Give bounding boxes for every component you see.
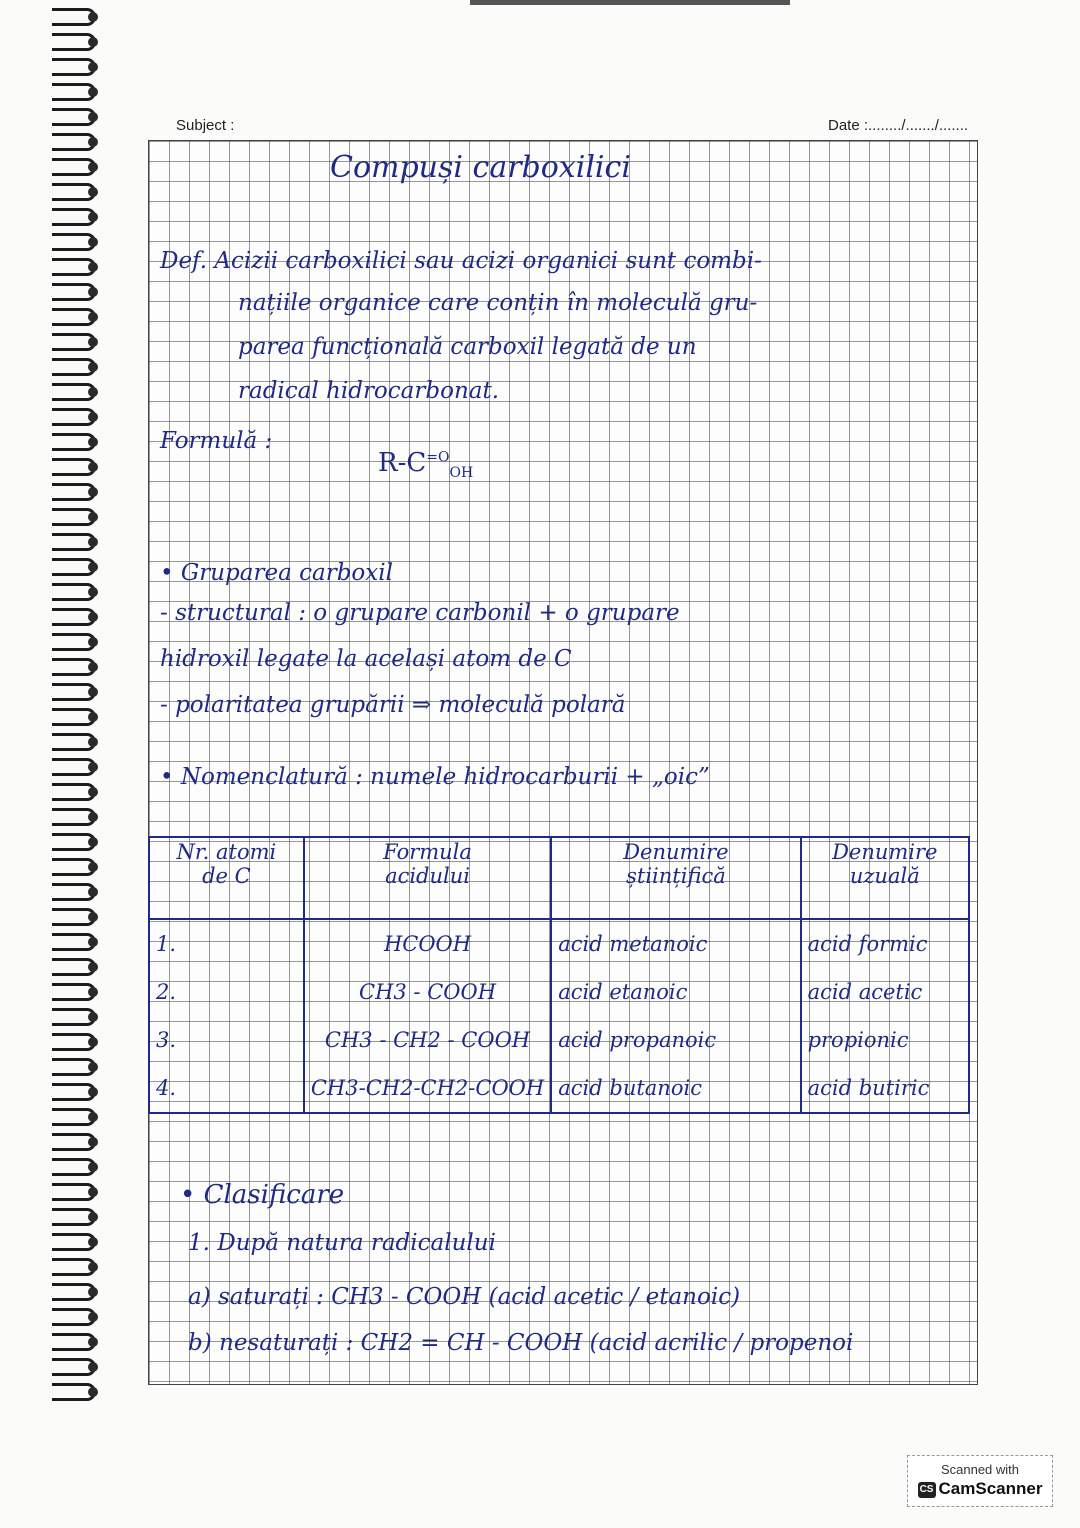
- spiral-hole: [88, 762, 98, 772]
- spiral-hole: [88, 1237, 98, 1247]
- formula-hydroxyl: OH: [449, 465, 474, 482]
- cell-scientific: acid butanoic: [551, 1064, 800, 1113]
- spiral-hole: [88, 62, 98, 72]
- spiral-hole: [88, 337, 98, 347]
- formula-label: Formulă :: [160, 428, 273, 454]
- cell-formula: CH3 - CH2 - COOH: [304, 1016, 551, 1064]
- cell-common: acid butiric: [801, 1064, 969, 1113]
- spiral-hole: [88, 862, 98, 872]
- cell-atoms: 2.: [149, 968, 304, 1016]
- spiral-hole: [88, 1087, 98, 1097]
- formula-oxygen: =O: [426, 449, 450, 466]
- spiral-hole: [88, 937, 98, 947]
- spiral-hole: [88, 1037, 98, 1047]
- table-row: [149, 1016, 969, 1064]
- spiral-hole: [88, 387, 98, 397]
- classification-saturated: a) saturați : CH3 - COOH (acid acetic / etanoic): [188, 1284, 741, 1310]
- watermark-caption: Scanned with: [940, 1462, 1020, 1477]
- subject-label: Subject :: [176, 117, 235, 134]
- cell-common: propionic: [801, 1016, 969, 1064]
- spiral-hole: [88, 787, 98, 797]
- spiral-hole: [88, 487, 98, 497]
- spiral-hole: [88, 1112, 98, 1122]
- spiral-hole: [88, 212, 98, 222]
- spiral-hole: [88, 737, 98, 747]
- cell-common: acid acetic: [801, 968, 969, 1016]
- spiral-hole: [88, 512, 98, 522]
- classification-criterion: 1. După natura radicalului: [188, 1230, 496, 1256]
- table-row: [149, 919, 969, 968]
- cell-atoms: 3.: [149, 1016, 304, 1064]
- cell-formula: CH3-CH2-CH2-COOH: [304, 1064, 551, 1113]
- table-row: [149, 968, 969, 1016]
- spiral-hole: [88, 162, 98, 172]
- classification-heading: • Clasificare: [180, 1180, 345, 1210]
- spiral-hole: [88, 87, 98, 97]
- cell-scientific: acid etanoic: [551, 968, 800, 1016]
- spiral-hole: [88, 462, 98, 472]
- spiral-hole: [88, 537, 98, 547]
- spiral-hole: [88, 1062, 98, 1072]
- spiral-hole: [88, 237, 98, 247]
- spiral-hole: [88, 637, 98, 647]
- spiral-hole: [88, 1162, 98, 1172]
- spiral-hole: [88, 1312, 98, 1322]
- watermark-brand-name: CamScanner: [938, 1479, 1043, 1498]
- carboxylic-formula: [378, 448, 473, 481]
- header-common: Denumire uzuală: [801, 837, 969, 919]
- note-title: Compuși carboxilici: [330, 150, 631, 185]
- spiral-hole: [88, 187, 98, 197]
- spiral-hole: [88, 887, 98, 897]
- spiral-hole: [88, 37, 98, 47]
- classification-unsaturated: b) nesaturați : CH2 = CH - COOH (acid acrilic / propenoi: [188, 1330, 854, 1356]
- spiral-hole: [88, 837, 98, 847]
- spiral-hole: [88, 412, 98, 422]
- spiral-hole: [88, 962, 98, 972]
- spiral-hole: [88, 987, 98, 997]
- spiral-hole: [88, 1387, 98, 1397]
- cell-atoms: 1.: [149, 919, 304, 968]
- formula-main: R-C: [378, 448, 427, 478]
- table-header-row: [149, 837, 969, 919]
- cell-scientific: acid propanoic: [551, 1016, 800, 1064]
- spiral-hole: [88, 662, 98, 672]
- spiral-hole: [88, 562, 98, 572]
- spiral-hole: [88, 1212, 98, 1222]
- spiral-hole: [88, 612, 98, 622]
- cell-formula: CH3 - COOH: [304, 968, 551, 1016]
- cell-atoms: 4.: [149, 1064, 304, 1113]
- group-heading: • Gruparea carboxil: [160, 560, 393, 586]
- spiral-hole: [88, 12, 98, 22]
- definition-line-2: națiile organice care conțin în moleculă gru-: [238, 290, 758, 316]
- spiral-hole: [88, 362, 98, 372]
- acid-table: [148, 836, 970, 1114]
- header-scientific: Denumire științifică: [551, 837, 800, 919]
- group-structural: - structural : o grupare carbonil + o grupare: [160, 600, 680, 626]
- date-label: Date :......../......./.......: [828, 117, 969, 134]
- spiral-hole: [88, 1262, 98, 1272]
- table-row: [149, 1064, 969, 1113]
- spiral-hole: [88, 1187, 98, 1197]
- cell-formula: HCOOH: [304, 919, 551, 968]
- watermark-brand: [908, 1479, 1052, 1499]
- spiral-hole: [88, 712, 98, 722]
- spiral-binding: [0, 0, 120, 1430]
- spiral-hole: [88, 912, 98, 922]
- definition-line-4: radical hidrocarbonat.: [238, 378, 500, 404]
- spiral-hole: [88, 287, 98, 297]
- definition-line-1: Def. Acizii carboxilici sau acizi organici sunt combi-: [160, 248, 762, 274]
- group-polarity: - polaritatea grupării ⇒ moleculă polară: [160, 692, 626, 718]
- header-formula: Formula acidului: [304, 837, 551, 919]
- spiral-hole: [88, 1362, 98, 1372]
- group-hydroxil: hidroxil legate la același atom de C: [160, 646, 572, 672]
- cell-common: acid formic: [801, 919, 969, 968]
- spiral-hole: [88, 312, 98, 322]
- spiral-hole: [88, 587, 98, 597]
- spiral-hole: [88, 1137, 98, 1147]
- header-atoms: Nr. atomi de C: [149, 837, 304, 919]
- camscanner-watermark: [907, 1455, 1053, 1507]
- definition-line-3: parea funcțională carboxil legată de un: [238, 334, 697, 360]
- spiral-hole: [88, 1337, 98, 1347]
- spiral-hole: [88, 112, 98, 122]
- scan-edge-bar: [470, 0, 790, 5]
- spiral-hole: [88, 687, 98, 697]
- spiral-hole: [88, 137, 98, 147]
- cell-scientific: acid metanoic: [551, 919, 800, 968]
- spiral-hole: [88, 1287, 98, 1297]
- spiral-hole: [88, 812, 98, 822]
- spiral-hole: [88, 262, 98, 272]
- camscanner-logo-icon: CS: [918, 1482, 936, 1498]
- spiral-hole: [88, 1012, 98, 1022]
- spiral-hole: [88, 437, 98, 447]
- nomenclature-line: • Nomenclatură : numele hidrocarburii + „oic”: [160, 764, 710, 790]
